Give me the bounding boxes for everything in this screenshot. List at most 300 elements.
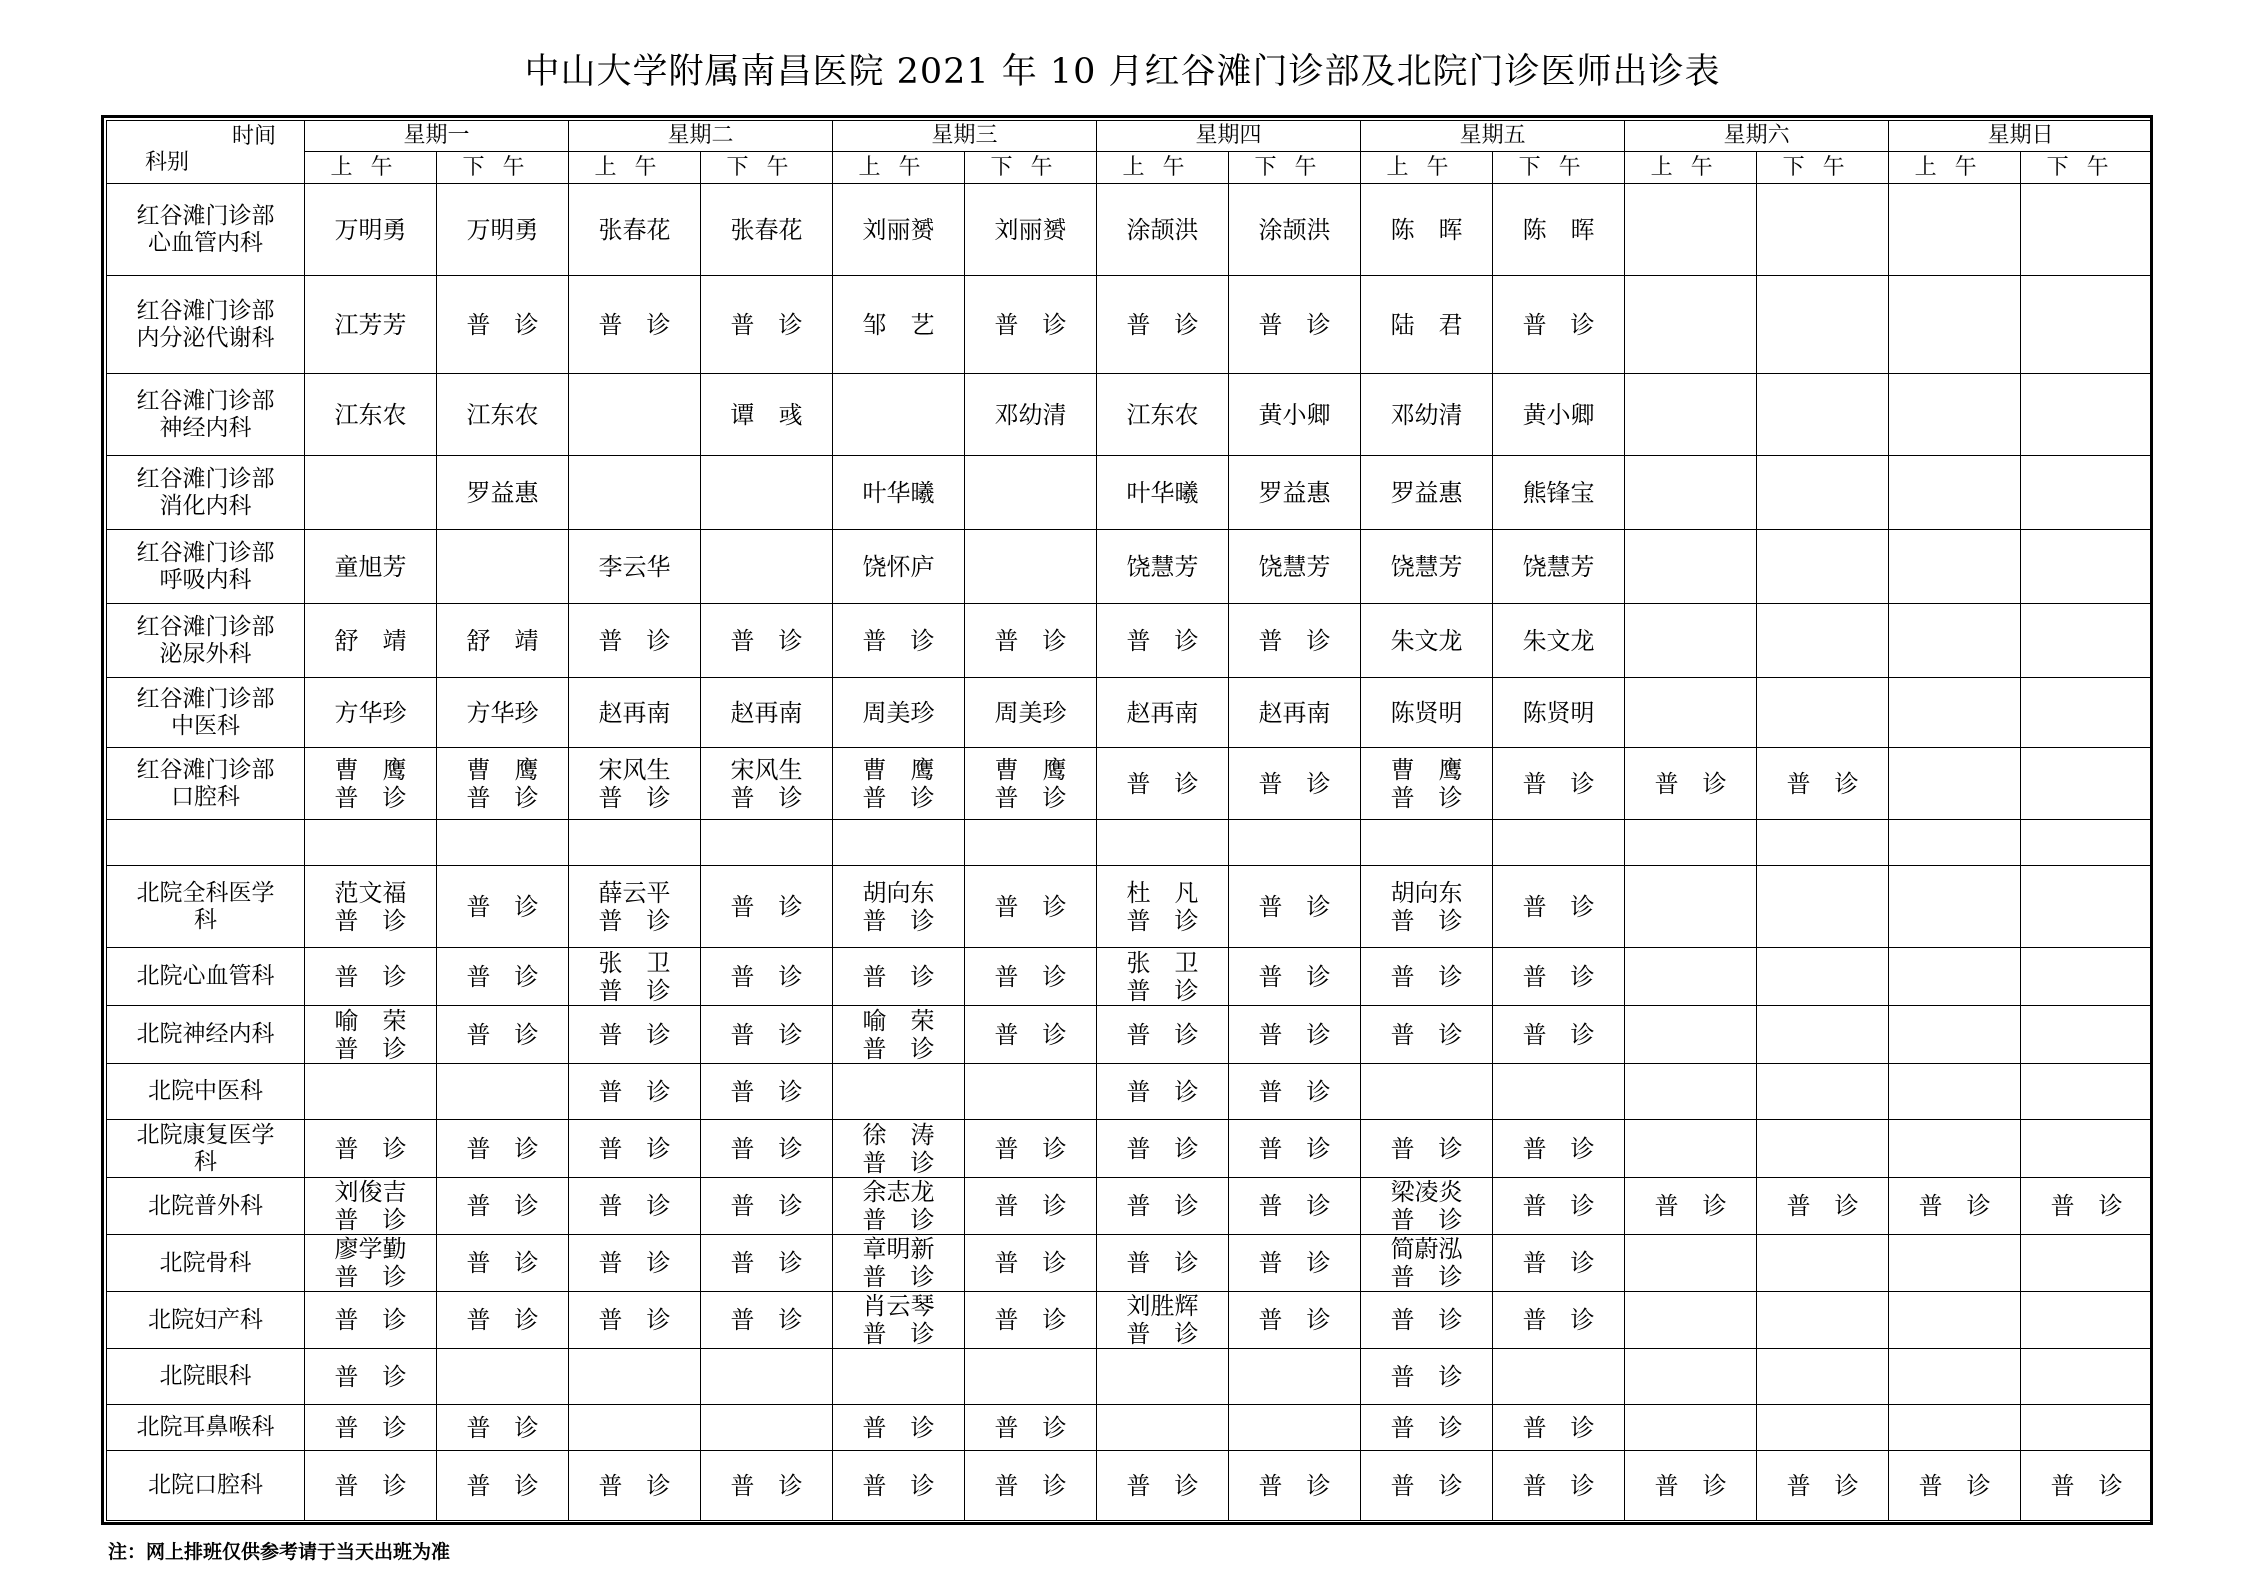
clinic-entry: 普 诊 [2050, 1471, 2123, 1500]
schedule-cell [1493, 456, 1625, 530]
schedule-cell [305, 748, 437, 820]
schedule-cell [305, 1120, 437, 1178]
schedule-cell [569, 374, 701, 456]
clinic-entry: 叶华曦 [1126, 478, 1199, 507]
table-row [107, 276, 2153, 374]
schedule-cell [1361, 820, 1493, 866]
schedule-cell [1361, 866, 1493, 948]
clinic-entry: 普 诊 [1390, 1413, 1463, 1442]
schedule-cell [833, 184, 965, 276]
am-header: 上午 [833, 152, 965, 184]
table-row [107, 604, 2153, 678]
clinic-entry: 普 诊 [1126, 976, 1199, 1005]
schedule-cell [569, 678, 701, 748]
schedule-cell [1889, 1292, 2021, 1349]
clinic-entry: 普 诊 [598, 906, 671, 935]
department-name-line: 北院眼科 [159, 1363, 252, 1389]
schedule-cell [1889, 820, 2021, 866]
schedule-cell [1757, 748, 1889, 820]
schedule-cell [437, 530, 569, 604]
clinic-entry: 江东农 [466, 400, 539, 429]
doctor-name: 章明新 [862, 1235, 935, 1263]
schedule-cell [1625, 1064, 1757, 1120]
schedule-cell [1889, 1405, 2021, 1451]
schedule-cell [1097, 1064, 1229, 1120]
clinic-entry: 普 诊 [730, 1192, 803, 1220]
pm-header: 下午 [701, 152, 833, 184]
schedule-cell [1229, 1178, 1361, 1235]
schedule-cell [569, 1178, 701, 1235]
schedule-cell [1361, 948, 1493, 1006]
table-row [107, 530, 2153, 604]
clinic-entry: 普 诊 [994, 1134, 1067, 1163]
clinic-entry: 邓幼清 [994, 400, 1067, 429]
schedule-cell [1757, 184, 1889, 276]
schedule-cell [1229, 456, 1361, 530]
schedule-cell [1493, 1349, 1625, 1405]
schedule-cell [1229, 1120, 1361, 1178]
schedule-cell [437, 1006, 569, 1064]
clinic-entry: 普 诊 [994, 626, 1067, 655]
schedule-cell [1889, 948, 2021, 1006]
clinic-entry: 普 诊 [1126, 1471, 1199, 1500]
schedule-cell [1097, 1235, 1229, 1292]
clinic-entry: 普 诊 [1522, 1020, 1595, 1049]
clinic-entry: 普 诊 [862, 1148, 935, 1177]
pm-header: 下午 [1229, 152, 1361, 184]
doctor-name: 曹 鹰 [994, 755, 1067, 784]
schedule-cell [1493, 1405, 1625, 1451]
schedule-cell [1229, 678, 1361, 748]
day-header-tue: 星期二 [569, 121, 833, 152]
department-name-line: 北院中医科 [148, 1078, 263, 1104]
schedule-cell [1757, 1120, 1889, 1178]
schedule-cell [965, 276, 1097, 374]
clinic-entry: 普 诊 [862, 1263, 935, 1291]
schedule-cell [1625, 820, 1757, 866]
schedule-cell [1097, 1451, 1229, 1521]
schedule-cell [1493, 1064, 1625, 1120]
schedule-cell [1757, 1349, 1889, 1405]
clinic-entry: 普 诊 [1918, 1192, 1991, 1220]
schedule-cell [1493, 866, 1625, 948]
department-name-line: 红谷滩门诊部 [136, 685, 275, 712]
clinic-entry: 普 诊 [862, 1413, 935, 1442]
clinic-entry: 普 诊 [466, 1249, 539, 1277]
clinic-entry: 万明勇 [466, 215, 539, 244]
clinic-entry: 普 诊 [1126, 626, 1199, 655]
schedule-cell [1889, 374, 2021, 456]
schedule-cell [2021, 1006, 2153, 1064]
schedule-cell [305, 1349, 437, 1405]
schedule-cell [1229, 1235, 1361, 1292]
schedule-cell [1889, 530, 2021, 604]
department-cell [107, 1292, 305, 1349]
clinic-entry: 赵再南 [730, 698, 803, 727]
clinic-entry: 张春花 [730, 215, 803, 244]
department-cell [107, 604, 305, 678]
clinic-entry: 普 诊 [334, 1034, 407, 1063]
clinic-entry: 涂颉洪 [1258, 215, 1331, 244]
clinic-entry: 普 诊 [334, 1413, 407, 1442]
schedule-cell [1757, 374, 1889, 456]
department-name-line: 北院康复医学 [136, 1121, 275, 1148]
doctor-name: 喻 荣 [862, 1006, 935, 1035]
clinic-entry: 李云华 [598, 552, 671, 581]
schedule-cell [2021, 820, 2153, 866]
clinic-entry: 普 诊 [1126, 769, 1199, 798]
clinic-entry: 普 诊 [1258, 769, 1331, 798]
clinic-entry: 普 诊 [466, 892, 539, 921]
clinic-entry: 普 诊 [1258, 626, 1331, 655]
clinic-entry: 普 诊 [1522, 769, 1595, 798]
schedule-cell [833, 1405, 965, 1451]
clinic-entry: 普 诊 [334, 962, 407, 991]
schedule-cell [1097, 820, 1229, 866]
clinic-entry: 赵再南 [598, 698, 671, 727]
schedule-cell [701, 866, 833, 948]
schedule-cell [965, 1178, 1097, 1235]
corner-dept-label: 科别 [145, 150, 190, 175]
clinic-entry: 普 诊 [334, 1471, 407, 1500]
schedule-cell [2021, 374, 2153, 456]
department-cell [107, 948, 305, 1006]
schedule-cell [965, 374, 1097, 456]
schedule-cell [305, 1006, 437, 1064]
department-name-line: 神经内科 [159, 414, 252, 441]
schedule-cell [1889, 1178, 2021, 1235]
schedule-cell [1757, 1451, 1889, 1521]
clinic-entry: 普 诊 [466, 1413, 539, 1442]
clinic-entry: 普 诊 [1522, 1413, 1595, 1442]
clinic-entry: 江芳芳 [334, 310, 407, 339]
schedule-cell [2021, 530, 2153, 604]
clinic-entry: 普 诊 [1390, 1362, 1463, 1391]
schedule-cell [701, 1120, 833, 1178]
clinic-entry: 普 诊 [730, 962, 803, 991]
schedule-cell [1757, 1292, 1889, 1349]
department-name-line: 科 [194, 906, 217, 933]
clinic-entry: 普 诊 [1258, 1020, 1331, 1049]
schedule-cell [1097, 866, 1229, 948]
schedule-cell [1229, 604, 1361, 678]
schedule-cell [1625, 1235, 1757, 1292]
doctor-name: 宋风生 [730, 755, 803, 784]
doctor-name: 胡向东 [862, 878, 935, 907]
schedule-cell [1757, 1006, 1889, 1064]
schedule-cell [1889, 1451, 2021, 1521]
schedule-cell [437, 276, 569, 374]
schedule-cell [569, 1064, 701, 1120]
schedule-cell [1889, 276, 2021, 374]
schedule-cell [437, 820, 569, 866]
schedule-cell [437, 1235, 569, 1292]
schedule-cell [305, 184, 437, 276]
department-name-line: 内分泌代谢科 [136, 324, 275, 351]
am-header: 上午 [1361, 152, 1493, 184]
schedule-cell [701, 276, 833, 374]
schedule-cell [701, 748, 833, 820]
clinic-entry: 普 诊 [862, 1206, 935, 1234]
clinic-entry: 普 诊 [1522, 962, 1595, 991]
schedule-cell [1625, 1349, 1757, 1405]
clinic-entry: 普 诊 [334, 1306, 407, 1334]
doctor-name: 梁凌炎 [1390, 1178, 1463, 1206]
department-name-line: 北院口腔科 [148, 1472, 263, 1498]
department-name-line: 呼吸内科 [159, 566, 252, 593]
clinic-entry: 普 诊 [1258, 1471, 1331, 1500]
department-name-line: 消化内科 [159, 492, 252, 519]
clinic-entry: 普 诊 [2050, 1192, 2123, 1220]
clinic-entry: 朱文龙 [1390, 626, 1463, 655]
clinic-entry: 刘丽赟 [862, 215, 935, 244]
schedule-cell [1493, 678, 1625, 748]
schedule-cell [437, 184, 569, 276]
clinic-entry: 普 诊 [1522, 1192, 1595, 1220]
schedule-cell [1361, 1064, 1493, 1120]
schedule-cell [965, 1349, 1097, 1405]
clinic-entry: 普 诊 [1258, 310, 1331, 339]
schedule-cell [965, 820, 1097, 866]
clinic-entry: 普 诊 [598, 1471, 671, 1500]
schedule-cell [833, 276, 965, 374]
clinic-entry: 普 诊 [1786, 769, 1859, 798]
schedule-cell [1757, 1405, 1889, 1451]
clinic-entry: 普 诊 [334, 1362, 407, 1391]
table-row [107, 1064, 2153, 1120]
clinic-entry: 普 诊 [994, 962, 1067, 991]
clinic-entry: 普 诊 [1390, 1020, 1463, 1049]
schedule-cell [569, 1292, 701, 1349]
clinic-entry: 普 诊 [994, 1249, 1067, 1277]
schedule-cell [2021, 456, 2153, 530]
doctor-name: 曹 鹰 [1390, 755, 1463, 784]
schedule-cell [1625, 678, 1757, 748]
clinic-entry: 普 诊 [334, 1134, 407, 1163]
clinic-entry: 普 诊 [1126, 1134, 1199, 1163]
schedule-cell [1229, 1451, 1361, 1521]
schedule-cell [965, 1405, 1097, 1451]
schedule-cell [1229, 1064, 1361, 1120]
doctor-name: 肖云琴 [862, 1292, 935, 1320]
schedule-cell [701, 530, 833, 604]
clinic-entry: 普 诊 [1258, 1306, 1331, 1334]
schedule-cell [2021, 1235, 2153, 1292]
day-header-sun: 星期日 [1889, 121, 2153, 152]
schedule-cell [1097, 1405, 1229, 1451]
clinic-entry: 普 诊 [1522, 1306, 1595, 1334]
doctor-name: 曹 鹰 [334, 755, 407, 784]
department-name-line: 红谷滩门诊部 [136, 756, 275, 783]
clinic-entry: 罗益惠 [466, 478, 539, 507]
clinic-entry: 舒 靖 [334, 626, 407, 655]
table-row [107, 1405, 2153, 1451]
schedule-cell [305, 456, 437, 530]
clinic-entry: 陈贤明 [1522, 698, 1595, 727]
department-name-line: 红谷滩门诊部 [136, 387, 275, 414]
schedule-cell [569, 1235, 701, 1292]
clinic-entry: 普 诊 [1522, 1249, 1595, 1277]
schedule-cell [1889, 604, 2021, 678]
schedule-cell [965, 1064, 1097, 1120]
clinic-entry: 周美珍 [994, 698, 1067, 727]
schedule-cell [1229, 948, 1361, 1006]
table-row [107, 374, 2153, 456]
clinic-entry: 普 诊 [598, 1192, 671, 1220]
pm-header: 下午 [965, 152, 1097, 184]
schedule-cell [1097, 1178, 1229, 1235]
clinic-entry: 朱文龙 [1522, 626, 1595, 655]
schedule-cell [1625, 948, 1757, 1006]
clinic-entry: 普 诊 [1258, 962, 1331, 991]
am-header: 上午 [569, 152, 701, 184]
clinic-entry: 普 诊 [1126, 1077, 1199, 1106]
schedule-body [107, 184, 2153, 1521]
schedule-cell [2021, 184, 2153, 276]
schedule-cell [1097, 948, 1229, 1006]
schedule-cell [305, 276, 437, 374]
clinic-entry: 普 诊 [1522, 892, 1595, 921]
schedule-cell [1097, 1292, 1229, 1349]
schedule-cell [833, 948, 965, 1006]
schedule-cell [1361, 1235, 1493, 1292]
schedule-cell [569, 604, 701, 678]
schedule-cell [437, 748, 569, 820]
clinic-entry: 普 诊 [1918, 1471, 1991, 1500]
clinic-entry: 邹 艺 [862, 310, 935, 339]
schedule-cell [833, 1349, 965, 1405]
doctor-name: 薛云平 [598, 878, 671, 907]
table-row [107, 1178, 2153, 1235]
clinic-entry: 普 诊 [730, 1306, 803, 1334]
schedule-cell [965, 866, 1097, 948]
doctor-name: 曹 鹰 [862, 755, 935, 784]
schedule-cell [1361, 1006, 1493, 1064]
schedule-cell [1889, 456, 2021, 530]
table-row [107, 678, 2153, 748]
schedule-cell [833, 1451, 965, 1521]
schedule-cell [569, 456, 701, 530]
clinic-entry: 黄小卿 [1258, 400, 1331, 429]
schedule-cell [965, 456, 1097, 530]
schedule-cell [305, 1235, 437, 1292]
schedule-cell [1493, 604, 1625, 678]
schedule-cell [1757, 1064, 1889, 1120]
department-cell [107, 820, 305, 866]
schedule-cell [437, 1405, 569, 1451]
department-name-line: 红谷滩门诊部 [136, 297, 275, 324]
clinic-entry: 罗益惠 [1258, 478, 1331, 507]
department-cell [107, 374, 305, 456]
clinic-entry: 普 诊 [1258, 1077, 1331, 1106]
clinic-entry: 普 诊 [1654, 1192, 1727, 1220]
clinic-entry: 普 诊 [730, 1471, 803, 1500]
schedule-cell [965, 604, 1097, 678]
table-row [107, 1235, 2153, 1292]
clinic-entry: 普 诊 [1258, 1249, 1331, 1277]
clinic-entry: 普 诊 [862, 1034, 935, 1063]
schedule-cell [1493, 276, 1625, 374]
schedule-cell [701, 604, 833, 678]
schedule-cell [305, 1451, 437, 1521]
schedule-cell [2021, 748, 2153, 820]
clinic-entry: 普 诊 [862, 626, 935, 655]
clinic-entry: 饶怀庐 [862, 552, 935, 581]
clinic-entry: 普 诊 [334, 783, 407, 812]
schedule-cell [437, 1120, 569, 1178]
schedule-cell [833, 374, 965, 456]
schedule-cell [1493, 530, 1625, 604]
schedule-cell [569, 184, 701, 276]
clinic-entry: 普 诊 [730, 1134, 803, 1163]
department-name-line: 北院妇产科 [148, 1306, 263, 1333]
schedule-cell [305, 374, 437, 456]
schedule-cell [1361, 530, 1493, 604]
schedule-cell [2021, 678, 2153, 748]
schedule-cell [437, 456, 569, 530]
schedule-cell [1625, 276, 1757, 374]
schedule-cell [2021, 1349, 2153, 1405]
table-row [107, 820, 2153, 866]
clinic-entry: 普 诊 [1126, 1192, 1199, 1220]
schedule-cell [1757, 530, 1889, 604]
schedule-cell [1889, 678, 2021, 748]
clinic-entry: 普 诊 [598, 1306, 671, 1334]
department-cell [107, 276, 305, 374]
schedule-cell [1229, 1349, 1361, 1405]
schedule-cell [1493, 948, 1625, 1006]
clinic-entry: 普 诊 [730, 783, 803, 812]
doctor-name: 徐 涛 [862, 1120, 935, 1149]
table-row [107, 1292, 2153, 1349]
schedule-cell [701, 184, 833, 276]
schedule-cell [1625, 184, 1757, 276]
schedule-cell [1229, 1006, 1361, 1064]
schedule-cell [833, 1178, 965, 1235]
schedule-cell [2021, 948, 2153, 1006]
clinic-entry: 普 诊 [730, 1249, 803, 1277]
clinic-entry: 刘丽赟 [994, 215, 1067, 244]
schedule-cell [965, 1292, 1097, 1349]
schedule-cell [1361, 456, 1493, 530]
schedule-cell [1097, 456, 1229, 530]
clinic-entry: 普 诊 [862, 962, 935, 991]
schedule-cell [1625, 1292, 1757, 1349]
schedule-cell [701, 456, 833, 530]
clinic-entry: 普 诊 [1654, 769, 1727, 798]
schedule-cell [1097, 530, 1229, 604]
clinic-entry: 普 诊 [598, 1077, 671, 1106]
department-name-line: 北院普外科 [148, 1192, 263, 1219]
schedule-cell [701, 1451, 833, 1521]
clinic-entry: 叶华曦 [862, 478, 935, 507]
clinic-entry: 饶慧芳 [1390, 552, 1463, 581]
clinic-entry: 普 诊 [598, 783, 671, 812]
schedule-cell [1493, 1235, 1625, 1292]
schedule-cell [569, 1405, 701, 1451]
clinic-entry: 普 诊 [994, 1413, 1067, 1442]
clinic-entry: 赵再南 [1126, 698, 1199, 727]
schedule-cell [2021, 1405, 2153, 1451]
clinic-entry: 陆 君 [1390, 310, 1463, 339]
schedule-cell [833, 1006, 965, 1064]
schedule-cell [569, 1349, 701, 1405]
schedule-cell [305, 866, 437, 948]
department-name-line: 泌尿外科 [159, 640, 252, 667]
clinic-entry: 邓幼清 [1390, 400, 1463, 429]
doctor-name: 张 卫 [598, 948, 671, 977]
clinic-entry: 熊锋宝 [1522, 478, 1595, 507]
